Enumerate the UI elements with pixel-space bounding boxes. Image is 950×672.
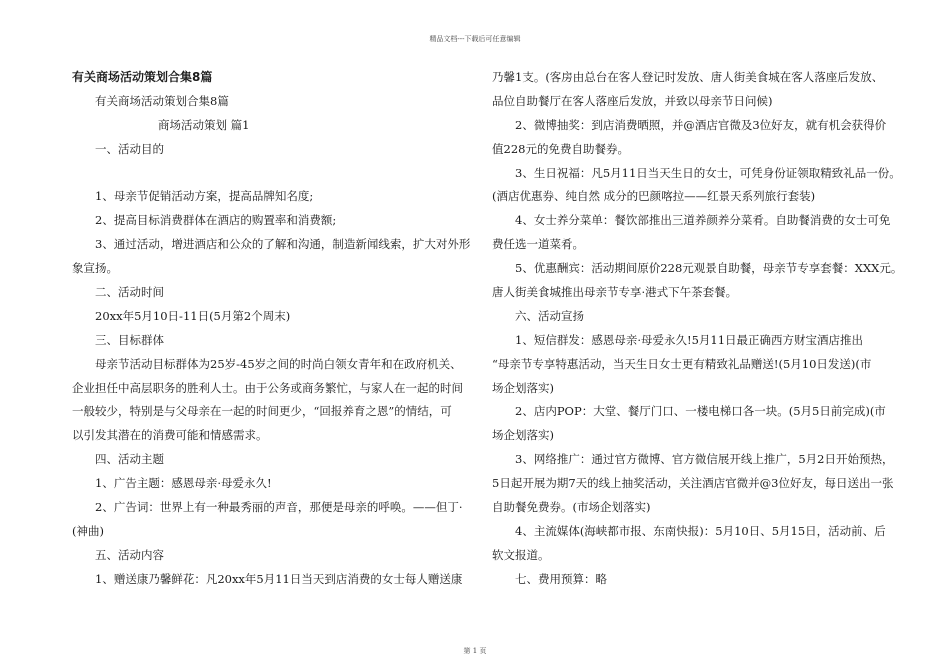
text-line: 有关商场活动策划合集8篇 <box>95 93 229 108</box>
page-header: 精品文档---下载后可任意编辑 <box>429 35 521 43</box>
text-line: 5日起开展为期7天的线上抽奖活动，关注酒店官微并@3位好友，每日送出一张 <box>492 476 894 491</box>
text-line: 1、母亲节促销活动方案，提高品牌知名度; <box>95 189 314 204</box>
right-column <box>492 66 903 592</box>
text-line: 一、活动目的 <box>95 141 164 156</box>
text-line: 1、广告主题：感恩母亲·母爱永久! <box>95 476 272 491</box>
text-line: 4、主流媒体(海峡都市报、东南快报)：5月10日、5月15日，活动前、后 <box>515 523 886 538</box>
text-line: 四、活动主题 <box>95 452 164 467</box>
text-line: 一般较少，特别是与父母亲在一起的时间更少，“回报养育之恩”的情结，可 <box>72 404 452 419</box>
text-line: 5、优惠酬宾：活动期间原价228元观景自助餐，母亲节专享套餐：XXX元。 <box>515 261 903 276</box>
text-line: 2、广告词：世界上有一种最秀丽的声音，那便是母亲的呼唤。——但丁· <box>95 500 463 515</box>
blank-line <box>72 162 457 186</box>
text-line: (酒店优惠券、纯自然 成分的巴颜喀拉——红景天系列旅行套装) <box>492 189 816 204</box>
text-line: 企业担任中高层职务的胜利人士。由于公务或商务繁忙，与家人在一起的时间 <box>72 380 463 395</box>
text-line: 三、目标群体 <box>95 332 164 347</box>
text-line: 场企划落实) <box>492 380 554 395</box>
text-line: 自助餐免费券。(市场企划落实) <box>492 500 651 515</box>
text-line: 费任选一道菜肴。 <box>492 237 584 252</box>
text-line: 20xx年5月10日-11日(5月第2个周末) <box>95 308 291 323</box>
text-line: 3、生日祝福：凡5月11日当天生日的女士，可凭身份证领取精致礼品一份。 <box>515 165 901 180</box>
text-line: 1、短信群发：感恩母亲·母爱永久!5月11日最正确西方财宝酒店推出 <box>515 332 864 347</box>
text-line: 值228元的免费自助餐券。 <box>492 141 629 156</box>
text-line: 品位自助餐厅在客人落座后发放，并致以母亲节日问候) <box>492 93 773 108</box>
text-line: 六、活动宣扬 <box>515 308 584 323</box>
left-column <box>72 66 471 592</box>
text-line: 2、提高目标消费群体在酒店的购置率和消费额; <box>95 213 337 228</box>
text-line: 2、店内POP：大堂、餐厅门口、一楼电梯口各一块。(5月5日前完成)(市 <box>515 404 886 419</box>
text-line: 七、费用预算：略 <box>515 571 607 586</box>
text-line: 母亲节活动目标群体为25岁-45岁之间的时尚白领女青年和在政府机关、 <box>95 356 462 371</box>
text-line: 软文报道。 <box>492 547 550 562</box>
text-line: 4、女士养分菜单：餐饮部推出三道养颜养分菜肴。自助餐消费的女士可免 <box>515 213 891 228</box>
text-line: 二、活动时间 <box>95 285 164 300</box>
page-footer: 第 1 页 <box>463 647 487 655</box>
text-line: 3、通过活动，增进酒店和公众的了解和沟通，制造新闻线索，扩大对外形 <box>95 237 471 252</box>
text-line: 场企划落实) <box>492 428 554 443</box>
text-line: (神曲) <box>72 523 104 538</box>
text-line: 1、赠送康乃馨鲜花：凡20xx年5月11日当天到店消费的女士每人赠送康 <box>95 571 463 586</box>
text-line: 2、微博抽奖：到店消费晒照，并@酒店官微及3位好友，就有机会获得价 <box>515 117 887 132</box>
text-line: 以引发其潜在的消费可能和情感需求。 <box>72 428 268 443</box>
text-line: 唐人街美食城推出母亲节专享·港式下午茶套餐。 <box>492 285 738 300</box>
text-line: “母亲节专享特惠活动，当天生日女士更有精致礼品赠送!(5月10日发送)(市 <box>492 356 872 371</box>
section-heading: 商场活动策划 篇1 <box>158 117 250 132</box>
text-line: 乃馨1支。(客房由总台在客人登记时发放、唐人街美食城在客人落座后发放、 <box>492 70 884 84</box>
text-line: 象宣扬。 <box>72 261 118 276</box>
text-line: 五、活动内容 <box>95 547 164 562</box>
document-title: 有关商场活动策划合集8篇 <box>72 70 213 84</box>
text-line: 3、网络推广：通过官方微博、官方微信展开线上推广，5月2日开始预热， <box>515 452 894 467</box>
